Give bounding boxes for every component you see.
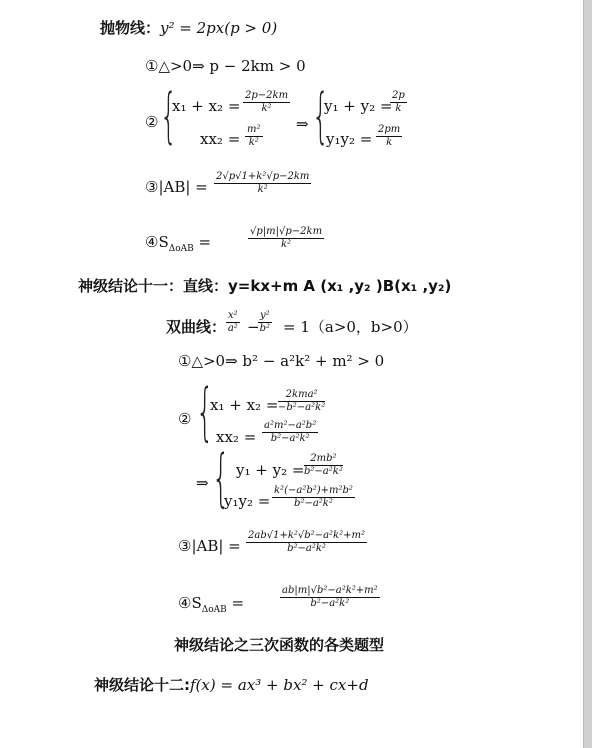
fraction-denominator: b²−a²k²: [310, 598, 350, 609]
hyperbola-item4-fraction: [280, 585, 380, 610]
hyperbola-item2-arrow: ⇒: [196, 474, 209, 492]
area-symbol: ④S: [178, 594, 202, 612]
fraction-numerator: 2kma²: [278, 389, 325, 402]
conclusion12: [94, 676, 369, 694]
fraction-numerator: a²m²−a²b²: [264, 420, 317, 431]
fraction-numerator: x²: [228, 310, 238, 321]
conclusion12-equation: f(x) = ax³ + bx² + cx+d: [190, 676, 369, 694]
parabola-item2-r2-fraction: [376, 124, 402, 149]
hyperbola-frac1: [226, 310, 240, 335]
parabola-item2-arrow: ⇒: [296, 115, 309, 133]
page-edge-scrollbar[interactable]: [583, 0, 592, 748]
hyperbola-item2-r1-left: y₁ + y₂ =: [236, 461, 305, 479]
fraction-numerator: 2√p√1+k²√p−2km: [216, 171, 310, 182]
fraction-numerator: k²(−a²b²)+m²b²: [274, 485, 353, 496]
hyperbola-item2-r2-fraction: [272, 485, 355, 510]
equals-sign: =: [198, 233, 212, 251]
parabola-item2-r2-left: y₁y₂ =: [326, 130, 373, 148]
hyperbola-item2-r2-left: y₁y₂ =: [224, 492, 271, 510]
hyperbola-heading-tail: = 1（a>0，b>0）: [283, 318, 418, 336]
fraction-denominator: b²−a²k²: [287, 543, 326, 554]
fraction-denominator: k²: [261, 103, 272, 114]
fraction-numerator: 2p−2km: [245, 90, 289, 101]
fraction-denominator: b²−a²k²: [294, 498, 333, 509]
fraction-denominator: b²: [259, 323, 271, 334]
hyperbola-item2-marker: ②: [178, 410, 192, 428]
fraction-numerator: y²: [260, 310, 270, 321]
hyperbola-item2-left-brace: {: [196, 375, 214, 448]
fraction-numerator: 2ab√1+k²√b²−a²k²+m²: [248, 530, 365, 541]
hyperbola-item2-l2-fraction: [262, 420, 318, 445]
parabola-item3-fraction: [214, 171, 311, 196]
hyperbola-heading: [166, 318, 226, 336]
parabola-item2-l1-left: x₁ + x₂ =: [172, 97, 241, 115]
parabola-item2-l2-fraction: [245, 124, 263, 149]
hyperbola-item2-right-brace: {: [212, 441, 230, 514]
area-symbol: ④S: [145, 233, 169, 251]
parabola-item4-fraction: [248, 226, 324, 251]
hyperbola-item2-l1-fraction: [278, 389, 325, 414]
fraction-numerator: 2pm: [378, 124, 401, 135]
area-subscript: ΔoAB: [168, 244, 194, 254]
fraction-denominator: k: [395, 103, 402, 114]
parabola-item1: ①△>0⇒ p − 2km > 0: [145, 57, 306, 75]
fraction-numerator: m²: [247, 124, 261, 135]
conclusion12-label: 神级结论十二:: [94, 676, 190, 694]
hyperbola-item2-r1-fraction: [304, 453, 343, 478]
hyperbola-frac2: [258, 310, 272, 335]
parabola-item2-l2-left: xx₂ =: [200, 130, 241, 148]
hyperbola-item3-fraction: [246, 530, 367, 555]
parabola-heading: [100, 19, 277, 37]
fraction-denominator: −b²−a²k²: [278, 402, 326, 413]
hyperbola-heading-label: 双曲线：: [166, 318, 227, 336]
hyperbola-item4-left: [178, 594, 244, 619]
parabola-item2-left-brace: {: [160, 81, 178, 151]
parabola-item2-r1-fraction: [390, 90, 407, 115]
parabola-item2-right-brace: {: [312, 81, 330, 151]
fraction-denominator: k²: [248, 137, 259, 148]
hyperbola-minus: −: [247, 318, 260, 336]
cubic-section-title: 神级结论之三次函数的各类题型: [174, 636, 385, 654]
fraction-denominator: b²−a²k²: [270, 433, 310, 444]
fraction-numerator: 2p: [392, 90, 405, 101]
parabola-heading-label: 抛物线：: [100, 19, 161, 37]
equals-sign: =: [231, 594, 245, 612]
fraction-numerator: √p|m|√p−2km: [250, 226, 323, 237]
area-subscript: ΔoAB: [201, 605, 227, 615]
fraction-numerator: 2mb²: [304, 453, 343, 466]
fraction-denominator: k²: [257, 184, 268, 195]
parabola-item3-left: ③|AB| =: [145, 178, 208, 196]
fraction-denominator: a²: [227, 323, 238, 334]
hyperbola-item2-l2-left: xx₂ =: [216, 428, 257, 446]
fraction-denominator: k²: [280, 239, 292, 250]
parabola-item2-l1-fraction: [243, 90, 290, 115]
fraction-denominator: b²−a²k²: [304, 466, 343, 477]
fraction-numerator: ab|m|√b²−a²k²+m²: [282, 585, 378, 596]
parabola-heading-equation: y² = 2px(p > 0): [160, 19, 278, 37]
parabola-item4-left: [145, 233, 211, 258]
hyperbola-item1: ①△>0⇒ b² − a²k² + m² > 0: [178, 352, 385, 370]
hyperbola-item3-left: ③|AB| =: [178, 537, 241, 555]
conclusion11-title: 神级结论十一：直线：y=kx+m A (x₁ ,y₂ )B(x₁ ,y₂): [78, 277, 452, 295]
parabola-item2-marker: ②: [145, 113, 159, 131]
parabola-item2-r1-left: y₁ + y₂ =: [324, 97, 393, 115]
hyperbola-item2-l1-left: x₁ + x₂ =: [210, 396, 279, 414]
fraction-denominator: k: [386, 137, 393, 148]
